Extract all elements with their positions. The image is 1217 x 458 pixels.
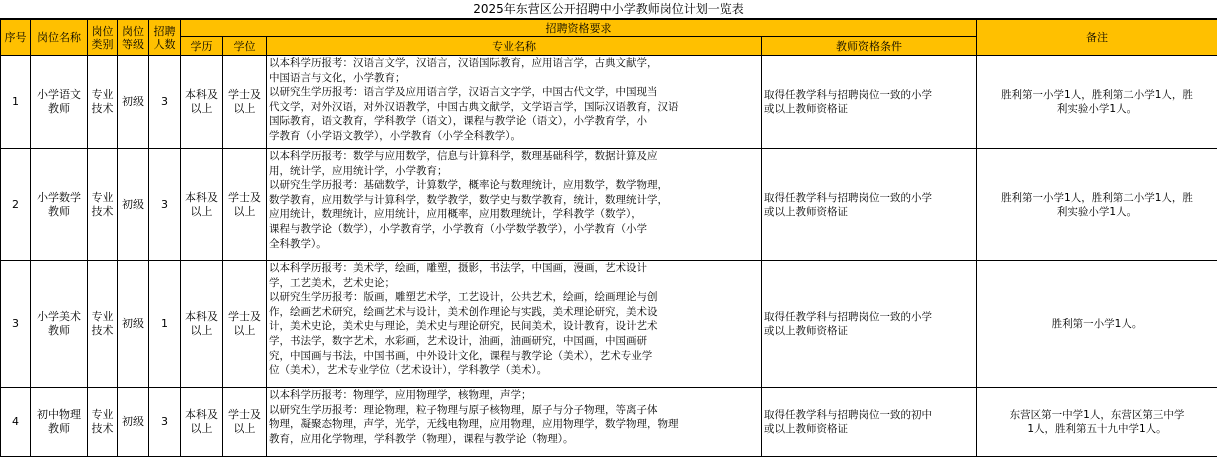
- cell-seq[interactable]: 3: [1, 261, 31, 388]
- cell-position-name[interactable]: 小学美术教师: [31, 261, 88, 388]
- cell-degree[interactable]: 学士及以上: [223, 149, 267, 261]
- major-line: 学，书法学，数字艺术，水彩画，艺术设计，油画，油画研究，中国画，中国画研: [269, 334, 647, 347]
- cell-remark[interactable]: [977, 388, 1217, 457]
- cell-position-type[interactable]: 专业技术: [88, 261, 118, 388]
- cert-line: 或以上教师资格证: [764, 205, 848, 218]
- cell-position-level[interactable]: 初级: [118, 149, 149, 261]
- cell-position-type[interactable]: 专业技术: [88, 388, 118, 457]
- major-line: 数学教育，应用数学与计算科学，数学教学，数学史与数学教育，统计，数理统计学，: [269, 193, 668, 206]
- major-line: 国际教育，语文教育，学科教学（语文），课程与教学论（语文），小学教育学，小: [269, 115, 647, 128]
- remark-line: 利实验小学1人。: [1056, 103, 1138, 115]
- remark-line: 胜利第一小学1人，胜利第二小学1人，胜: [1001, 191, 1193, 204]
- major-line: 全科教学）。: [269, 237, 327, 250]
- major-line: 中国语言与文化，小学教育；: [269, 71, 406, 84]
- major-line: 以研究生学历报考：版画，雕塑艺术学，工艺设计，公共艺术，绘画，绘画理论与创: [269, 291, 658, 304]
- cell-degree[interactable]: 学士及以上: [223, 388, 267, 457]
- cell-recruit-count[interactable]: 3: [149, 56, 181, 149]
- cert-line: 取得任教学科与招聘岗位一致的小学: [764, 311, 932, 323]
- cell-recruit-count[interactable]: 3: [149, 149, 181, 261]
- cell-major[interactable]: [267, 261, 762, 388]
- cell-remark[interactable]: [977, 56, 1217, 149]
- header-education: 学历: [181, 37, 223, 56]
- major-line: 以研究生学历报考：语言学及应用语言学，汉语言文字学，中国古代文学，中国现当: [269, 86, 658, 99]
- major-line: 以本科学历报考：汉语言文学，汉语言，汉语国际教育，应用语言学，古典文献学，: [269, 57, 658, 69]
- cell-degree[interactable]: 学士及以上: [223, 261, 267, 388]
- major-line: 代文学，对外汉语，对外汉语教学，中国古典文献学，文学语言学，国际汉语教育，汉语: [269, 100, 679, 113]
- major-line: 以本科学历报考：数学与应用数学，信息与计算科学，数理基础科学，数据计算及应: [269, 150, 658, 162]
- cell-seq[interactable]: 2: [1, 149, 31, 261]
- table-row: [1, 388, 1217, 457]
- table-title: 2025年东营区公开招聘中小学教师岗位计划一览表: [0, 0, 1217, 19]
- table-row: [1, 261, 1217, 388]
- cert-line: 取得任教学科与招聘岗位一致的初中: [764, 409, 932, 421]
- cell-seq[interactable]: 1: [1, 56, 31, 149]
- cell-position-type[interactable]: 专业技术: [88, 56, 118, 149]
- remark-line: 胜利第一小学1人。: [1051, 318, 1143, 330]
- cell-major[interactable]: [267, 149, 762, 261]
- header-position-name: 岗位名称: [31, 20, 88, 56]
- major-line: 作，绘画艺术研究，绘画艺术与设计，美术创作理论与实践，美术理论研究，美术设: [269, 305, 658, 318]
- position-plan-table: [0, 19, 1217, 457]
- cell-major[interactable]: [267, 388, 762, 457]
- major-line: 课程与教学论（数学），小学教育学，小学教育（小学数学教学），小学教育（小学: [269, 222, 647, 235]
- header-remark: 备注: [977, 20, 1217, 56]
- major-line: 以本科学历报考：物理学，应用物理学，核物理，声学；: [269, 389, 532, 401]
- major-line: 以本科学历报考：美术学，绘画，雕塑，摄影，书法学，中国画，漫画，艺术设计: [269, 262, 647, 274]
- header-seq: 序号: [1, 20, 31, 56]
- header-major: 专业名称: [267, 37, 762, 56]
- cell-recruit-count[interactable]: 3: [149, 388, 181, 457]
- cell-remark[interactable]: [977, 261, 1217, 388]
- major-line: 应用统计，数理统计，应用统计，应用概率，应用数理统计，学科教学（数学），: [269, 208, 642, 221]
- cert-line: 或以上教师资格证: [764, 103, 848, 115]
- cell-education[interactable]: 本科及以上: [181, 149, 223, 261]
- cell-teacher-cert[interactable]: [762, 149, 977, 261]
- major-line: 物理，凝聚态物理，声学，光学，无线电物理，应用物理，应用物理学，数学物理，物理: [269, 418, 679, 431]
- major-line: 用，统计学，应用统计学，小学教育；: [269, 164, 448, 177]
- cell-position-level[interactable]: 初级: [118, 388, 149, 457]
- major-line: 教育，应用化学物理，学科教学（物理），课程与教学论（物理）。: [269, 432, 574, 445]
- remark-line: 东营区第一中学1人，东营区第三中学: [1009, 409, 1185, 421]
- cell-teacher-cert[interactable]: [762, 388, 977, 457]
- table-row: [1, 56, 1217, 149]
- cell-position-name[interactable]: 小学语文教师: [31, 56, 88, 149]
- major-line: 学教育（小学语文教学），小学教育（小学全科教学）。: [269, 129, 521, 142]
- cell-recruit-count[interactable]: 1: [149, 261, 181, 388]
- header-degree: 学位: [223, 37, 267, 56]
- header-qualification-group: 招聘资格要求: [181, 20, 977, 37]
- cert-line: 或以上教师资格证: [764, 325, 848, 337]
- cert-line: 取得任教学科与招聘岗位一致的小学: [764, 89, 932, 101]
- cert-line: 或以上教师资格证: [764, 423, 848, 435]
- cert-line: 取得任教学科与招聘岗位一致的小学: [764, 191, 932, 204]
- remark-line: 利实验小学1人。: [1056, 205, 1138, 218]
- cell-education[interactable]: 本科及以上: [181, 56, 223, 149]
- cell-remark[interactable]: [977, 149, 1217, 261]
- cell-position-name[interactable]: 初中物理教师: [31, 388, 88, 457]
- cell-position-level[interactable]: 初级: [118, 261, 149, 388]
- header-recruit-count: 招聘人数: [149, 20, 181, 56]
- table-row: [1, 149, 1217, 261]
- cell-position-name[interactable]: 小学数学教师: [31, 149, 88, 261]
- header-position-type: 岗位类别: [88, 20, 118, 56]
- major-line: 以研究生学历报考：基础数学，计算数学，概率论与数理统计，应用数学，数学物理，: [269, 179, 668, 192]
- cell-major[interactable]: [267, 56, 762, 149]
- cell-position-level[interactable]: 初级: [118, 56, 149, 149]
- major-line: 位（美术），艺术专业学位（艺术设计），学科教学（美术）。: [269, 364, 548, 377]
- header-teacher-cert: 教师资格条件: [762, 37, 977, 56]
- major-line: 计，美术史论，美术史与理论，美术史与理论研究，民间美术，设计教育，设计艺术: [269, 320, 658, 333]
- remark-line: 胜利第一小学1人，胜利第二小学1人，胜: [1001, 89, 1193, 101]
- cell-position-type[interactable]: 专业技术: [88, 149, 118, 261]
- major-line: 究，中国画与书法，中国书画，中外设计文化，课程与教学论（美术），艺术专业学: [269, 349, 653, 362]
- cell-teacher-cert[interactable]: [762, 56, 977, 149]
- cell-teacher-cert[interactable]: [762, 261, 977, 388]
- major-line: 以研究生学历报考：理论物理，粒子物理与原子核物理，原子与分子物理，等离子体: [269, 403, 658, 416]
- cell-education[interactable]: 本科及以上: [181, 388, 223, 457]
- remark-line: 1人，胜利第五十九中学1人。: [1027, 423, 1167, 435]
- major-line: 学，工艺美术，艺术史论；: [269, 276, 395, 289]
- cell-seq[interactable]: 4: [1, 388, 31, 457]
- header-position-level: 岗位等级: [118, 20, 149, 56]
- cell-degree[interactable]: 学士及以上: [223, 56, 267, 149]
- cell-education[interactable]: 本科及以上: [181, 261, 223, 388]
